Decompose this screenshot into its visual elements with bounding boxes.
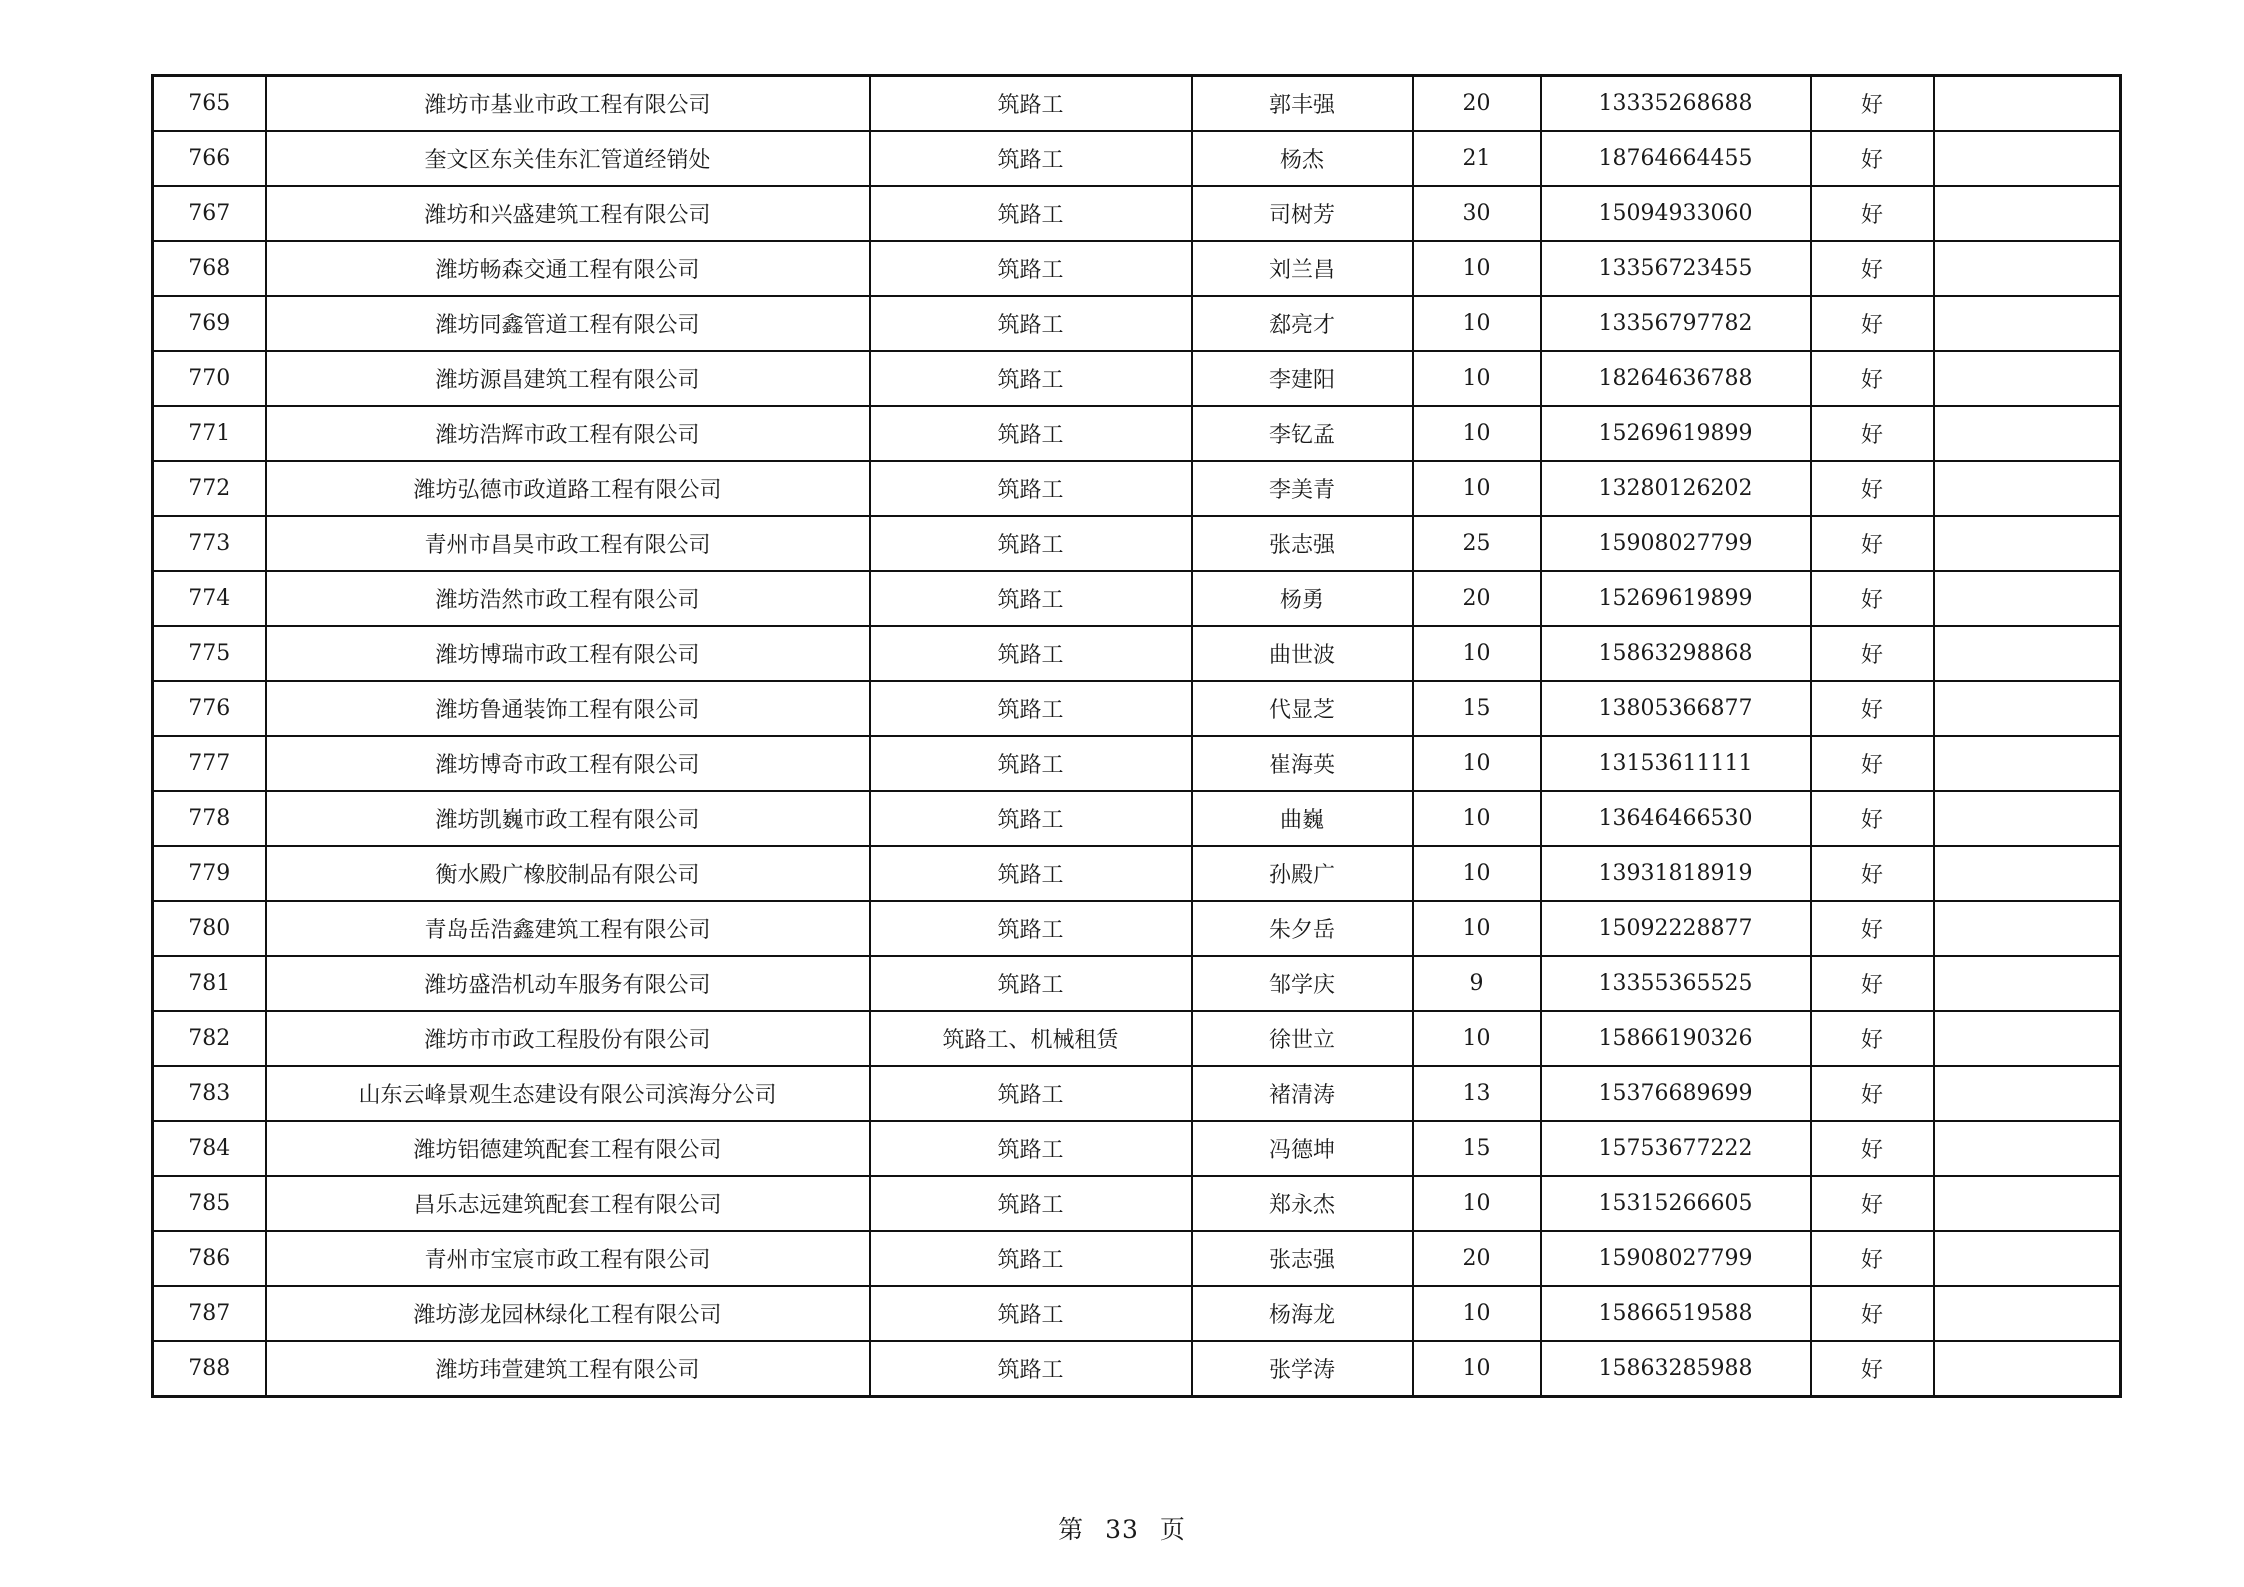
- phone-number-cell: 15863298868: [1541, 626, 1811, 681]
- page-suffix: 页: [1159, 1515, 1186, 1544]
- contact-person-cell: 郄亮才: [1192, 296, 1413, 351]
- page-footer: [0, 1510, 2244, 1546]
- phone-number-cell: 18264636788: [1541, 351, 1811, 406]
- trade-type-cell: 筑路工: [870, 186, 1192, 241]
- table-row: [153, 461, 2121, 516]
- contact-person-cell: 张学涛: [1192, 1341, 1413, 1397]
- phone-number-cell: 15908027799: [1541, 1231, 1811, 1286]
- row-number-cell: 768: [153, 241, 266, 296]
- trade-type-cell: 筑路工: [870, 956, 1192, 1011]
- row-number-cell: 770: [153, 351, 266, 406]
- company-name-cell: 潍坊盛浩机动车服务有限公司: [266, 956, 870, 1011]
- row-number-cell: 769: [153, 296, 266, 351]
- table-row: [153, 1011, 2121, 1066]
- contact-person-cell: 代显芝: [1192, 681, 1413, 736]
- company-name-cell: 潍坊铝德建筑配套工程有限公司: [266, 1121, 870, 1176]
- trade-type-cell: 筑路工: [870, 76, 1192, 132]
- row-number-cell: 775: [153, 626, 266, 681]
- remark-cell: [1934, 131, 2121, 186]
- phone-number-cell: 15863285988: [1541, 1341, 1811, 1397]
- row-number-cell: 767: [153, 186, 266, 241]
- table-row: [153, 406, 2121, 461]
- phone-number-cell: 15908027799: [1541, 516, 1811, 571]
- company-name-cell: 潍坊市市政工程股份有限公司: [266, 1011, 870, 1066]
- contact-person-cell: 曲世波: [1192, 626, 1413, 681]
- worker-count-cell: 20: [1413, 1231, 1541, 1286]
- table-row: [153, 681, 2121, 736]
- rating-cell: 好: [1811, 736, 1934, 791]
- company-name-cell: 衡水殿广橡胶制品有限公司: [266, 846, 870, 901]
- rating-cell: 好: [1811, 406, 1934, 461]
- remark-cell: [1934, 1176, 2121, 1231]
- rating-cell: 好: [1811, 461, 1934, 516]
- trade-type-cell: 筑路工: [870, 901, 1192, 956]
- remark-cell: [1934, 76, 2121, 132]
- table-row: [153, 1121, 2121, 1176]
- trade-type-cell: 筑路工: [870, 1121, 1192, 1176]
- table-row: [153, 736, 2121, 791]
- row-number-cell: 779: [153, 846, 266, 901]
- contact-person-cell: 冯德坤: [1192, 1121, 1413, 1176]
- table-row: [153, 1176, 2121, 1231]
- company-name-cell: 潍坊畅森交通工程有限公司: [266, 241, 870, 296]
- remark-cell: [1934, 1231, 2121, 1286]
- table-row: [153, 1286, 2121, 1341]
- remark-cell: [1934, 791, 2121, 846]
- contact-person-cell: 郑永杰: [1192, 1176, 1413, 1231]
- trade-type-cell: 筑路工: [870, 1231, 1192, 1286]
- trade-type-cell: 筑路工、机械租赁: [870, 1011, 1192, 1066]
- trade-type-cell: 筑路工: [870, 296, 1192, 351]
- phone-number-cell: 13931818919: [1541, 846, 1811, 901]
- row-number-cell: 783: [153, 1066, 266, 1121]
- rating-cell: 好: [1811, 76, 1934, 132]
- table-body: [153, 76, 2121, 1397]
- contact-person-cell: 郭丰强: [1192, 76, 1413, 132]
- remark-cell: [1934, 956, 2121, 1011]
- row-number-cell: 787: [153, 1286, 266, 1341]
- page-prefix: 第: [1058, 1515, 1085, 1544]
- remark-cell: [1934, 406, 2121, 461]
- rating-cell: 好: [1811, 846, 1934, 901]
- contact-person-cell: 张志强: [1192, 516, 1413, 571]
- company-name-cell: 潍坊博奇市政工程有限公司: [266, 736, 870, 791]
- rating-cell: 好: [1811, 186, 1934, 241]
- remark-cell: [1934, 461, 2121, 516]
- rating-cell: 好: [1811, 1231, 1934, 1286]
- row-number-cell: 780: [153, 901, 266, 956]
- worker-count-cell: 10: [1413, 461, 1541, 516]
- rating-cell: 好: [1811, 791, 1934, 846]
- trade-type-cell: 筑路工: [870, 131, 1192, 186]
- company-name-cell: 潍坊和兴盛建筑工程有限公司: [266, 186, 870, 241]
- worker-count-cell: 25: [1413, 516, 1541, 571]
- trade-type-cell: 筑路工: [870, 681, 1192, 736]
- rating-cell: 好: [1811, 516, 1934, 571]
- trade-type-cell: 筑路工: [870, 1286, 1192, 1341]
- row-number-cell: 776: [153, 681, 266, 736]
- remark-cell: [1934, 351, 2121, 406]
- row-number-cell: 778: [153, 791, 266, 846]
- phone-number-cell: 13646466530: [1541, 791, 1811, 846]
- contact-person-cell: 褚清涛: [1192, 1066, 1413, 1121]
- contact-person-cell: 崔海英: [1192, 736, 1413, 791]
- contractor-table: [151, 74, 2122, 1398]
- rating-cell: 好: [1811, 626, 1934, 681]
- trade-type-cell: 筑路工: [870, 1341, 1192, 1397]
- contact-person-cell: 朱夕岳: [1192, 901, 1413, 956]
- trade-type-cell: 筑路工: [870, 241, 1192, 296]
- trade-type-cell: 筑路工: [870, 736, 1192, 791]
- rating-cell: 好: [1811, 571, 1934, 626]
- row-number-cell: 785: [153, 1176, 266, 1231]
- phone-number-cell: 13355365525: [1541, 956, 1811, 1011]
- worker-count-cell: 10: [1413, 846, 1541, 901]
- phone-number-cell: 15269619899: [1541, 571, 1811, 626]
- table-row: [153, 846, 2121, 901]
- table-row: [153, 901, 2121, 956]
- trade-type-cell: 筑路工: [870, 461, 1192, 516]
- trade-type-cell: 筑路工: [870, 351, 1192, 406]
- worker-count-cell: 10: [1413, 736, 1541, 791]
- table-row: [153, 516, 2121, 571]
- table-row: [153, 241, 2121, 296]
- rating-cell: 好: [1811, 1066, 1934, 1121]
- company-name-cell: 青岛岳浩鑫建筑工程有限公司: [266, 901, 870, 956]
- row-number-cell: 784: [153, 1121, 266, 1176]
- trade-type-cell: 筑路工: [870, 791, 1192, 846]
- worker-count-cell: 10: [1413, 1176, 1541, 1231]
- trade-type-cell: 筑路工: [870, 626, 1192, 681]
- company-name-cell: 潍坊同鑫管道工程有限公司: [266, 296, 870, 351]
- contact-person-cell: 曲巍: [1192, 791, 1413, 846]
- remark-cell: [1934, 1066, 2121, 1121]
- worker-count-cell: 10: [1413, 406, 1541, 461]
- table-row: [153, 76, 2121, 132]
- row-number-cell: 774: [153, 571, 266, 626]
- remark-cell: [1934, 736, 2121, 791]
- remark-cell: [1934, 846, 2121, 901]
- worker-count-cell: 10: [1413, 1286, 1541, 1341]
- worker-count-cell: 9: [1413, 956, 1541, 1011]
- rating-cell: 好: [1811, 1341, 1934, 1397]
- company-name-cell: 青州市宝宸市政工程有限公司: [266, 1231, 870, 1286]
- company-name-cell: 潍坊博瑞市政工程有限公司: [266, 626, 870, 681]
- worker-count-cell: 10: [1413, 901, 1541, 956]
- rating-cell: 好: [1811, 241, 1934, 296]
- table-row: [153, 791, 2121, 846]
- phone-number-cell: 18764664455: [1541, 131, 1811, 186]
- phone-number-cell: 15092228877: [1541, 901, 1811, 956]
- worker-count-cell: 30: [1413, 186, 1541, 241]
- row-number-cell: 771: [153, 406, 266, 461]
- trade-type-cell: 筑路工: [870, 846, 1192, 901]
- company-name-cell: 潍坊浩然市政工程有限公司: [266, 571, 870, 626]
- row-number-cell: 773: [153, 516, 266, 571]
- remark-cell: [1934, 1341, 2121, 1397]
- phone-number-cell: 13805366877: [1541, 681, 1811, 736]
- company-name-cell: 潍坊市基业市政工程有限公司: [266, 76, 870, 132]
- phone-number-cell: 15866190326: [1541, 1011, 1811, 1066]
- company-name-cell: 潍坊凯巍市政工程有限公司: [266, 791, 870, 846]
- table-row: [153, 1231, 2121, 1286]
- phone-number-cell: 15866519588: [1541, 1286, 1811, 1341]
- row-number-cell: 766: [153, 131, 266, 186]
- table-row: [153, 1341, 2121, 1397]
- table-row: [153, 131, 2121, 186]
- contact-person-cell: 杨杰: [1192, 131, 1413, 186]
- company-name-cell: 潍坊弘德市政道路工程有限公司: [266, 461, 870, 516]
- rating-cell: 好: [1811, 1011, 1934, 1066]
- row-number-cell: 786: [153, 1231, 266, 1286]
- phone-number-cell: 13335268688: [1541, 76, 1811, 132]
- rating-cell: 好: [1811, 1176, 1934, 1231]
- table-row: [153, 351, 2121, 406]
- trade-type-cell: 筑路工: [870, 516, 1192, 571]
- remark-cell: [1934, 901, 2121, 956]
- remark-cell: [1934, 1121, 2121, 1176]
- contact-person-cell: 司树芳: [1192, 186, 1413, 241]
- company-name-cell: 奎文区东关佳东汇管道经销处: [266, 131, 870, 186]
- phone-number-cell: 13356723455: [1541, 241, 1811, 296]
- remark-cell: [1934, 186, 2121, 241]
- worker-count-cell: 20: [1413, 571, 1541, 626]
- page-number: 33: [1105, 1515, 1139, 1544]
- phone-number-cell: 15094933060: [1541, 186, 1811, 241]
- remark-cell: [1934, 1286, 2121, 1341]
- phone-number-cell: 13356797782: [1541, 296, 1811, 351]
- contact-person-cell: 徐世立: [1192, 1011, 1413, 1066]
- remark-cell: [1934, 681, 2121, 736]
- remark-cell: [1934, 516, 2121, 571]
- worker-count-cell: 10: [1413, 241, 1541, 296]
- contact-person-cell: 李钇孟: [1192, 406, 1413, 461]
- trade-type-cell: 筑路工: [870, 1066, 1192, 1121]
- table-row: [153, 296, 2121, 351]
- table-row: [153, 956, 2121, 1011]
- worker-count-cell: 10: [1413, 351, 1541, 406]
- trade-type-cell: 筑路工: [870, 571, 1192, 626]
- company-name-cell: 潍坊玮萱建筑工程有限公司: [266, 1341, 870, 1397]
- rating-cell: 好: [1811, 1286, 1934, 1341]
- phone-number-cell: 15269619899: [1541, 406, 1811, 461]
- company-name-cell: 潍坊源昌建筑工程有限公司: [266, 351, 870, 406]
- contact-person-cell: 杨海龙: [1192, 1286, 1413, 1341]
- phone-number-cell: 13153611111: [1541, 736, 1811, 791]
- company-name-cell: 潍坊鲁通装饰工程有限公司: [266, 681, 870, 736]
- worker-count-cell: 15: [1413, 681, 1541, 736]
- rating-cell: 好: [1811, 351, 1934, 406]
- remark-cell: [1934, 296, 2121, 351]
- phone-number-cell: 15376689699: [1541, 1066, 1811, 1121]
- worker-count-cell: 10: [1413, 626, 1541, 681]
- trade-type-cell: 筑路工: [870, 1176, 1192, 1231]
- company-name-cell: 山东云峰景观生态建设有限公司滨海分公司: [266, 1066, 870, 1121]
- company-name-cell: 昌乐志远建筑配套工程有限公司: [266, 1176, 870, 1231]
- remark-cell: [1934, 1011, 2121, 1066]
- contact-person-cell: 李建阳: [1192, 351, 1413, 406]
- remark-cell: [1934, 626, 2121, 681]
- rating-cell: 好: [1811, 296, 1934, 351]
- row-number-cell: 781: [153, 956, 266, 1011]
- rating-cell: 好: [1811, 131, 1934, 186]
- phone-number-cell: 15753677222: [1541, 1121, 1811, 1176]
- rating-cell: 好: [1811, 956, 1934, 1011]
- worker-count-cell: 10: [1413, 1011, 1541, 1066]
- row-number-cell: 772: [153, 461, 266, 516]
- table-row: [153, 626, 2121, 681]
- worker-count-cell: 15: [1413, 1121, 1541, 1176]
- company-name-cell: 潍坊浩辉市政工程有限公司: [266, 406, 870, 461]
- worker-count-cell: 10: [1413, 296, 1541, 351]
- table-row: [153, 1066, 2121, 1121]
- remark-cell: [1934, 241, 2121, 296]
- worker-count-cell: 21: [1413, 131, 1541, 186]
- rating-cell: 好: [1811, 1121, 1934, 1176]
- worker-count-cell: 20: [1413, 76, 1541, 132]
- worker-count-cell: 13: [1413, 1066, 1541, 1121]
- company-name-cell: 潍坊澎龙园林绿化工程有限公司: [266, 1286, 870, 1341]
- phone-number-cell: 13280126202: [1541, 461, 1811, 516]
- worker-count-cell: 10: [1413, 791, 1541, 846]
- table-row: [153, 186, 2121, 241]
- trade-type-cell: 筑路工: [870, 406, 1192, 461]
- contact-person-cell: 张志强: [1192, 1231, 1413, 1286]
- contact-person-cell: 李美青: [1192, 461, 1413, 516]
- contact-person-cell: 邹学庆: [1192, 956, 1413, 1011]
- row-number-cell: 782: [153, 1011, 266, 1066]
- company-name-cell: 青州市昌昊市政工程有限公司: [266, 516, 870, 571]
- row-number-cell: 788: [153, 1341, 266, 1397]
- row-number-cell: 777: [153, 736, 266, 791]
- table-row: [153, 571, 2121, 626]
- phone-number-cell: 15315266605: [1541, 1176, 1811, 1231]
- contact-person-cell: 杨勇: [1192, 571, 1413, 626]
- row-number-cell: 765: [153, 76, 266, 132]
- rating-cell: 好: [1811, 901, 1934, 956]
- worker-count-cell: 10: [1413, 1341, 1541, 1397]
- remark-cell: [1934, 571, 2121, 626]
- contact-person-cell: 孙殿广: [1192, 846, 1413, 901]
- rating-cell: 好: [1811, 681, 1934, 736]
- contact-person-cell: 刘兰昌: [1192, 241, 1413, 296]
